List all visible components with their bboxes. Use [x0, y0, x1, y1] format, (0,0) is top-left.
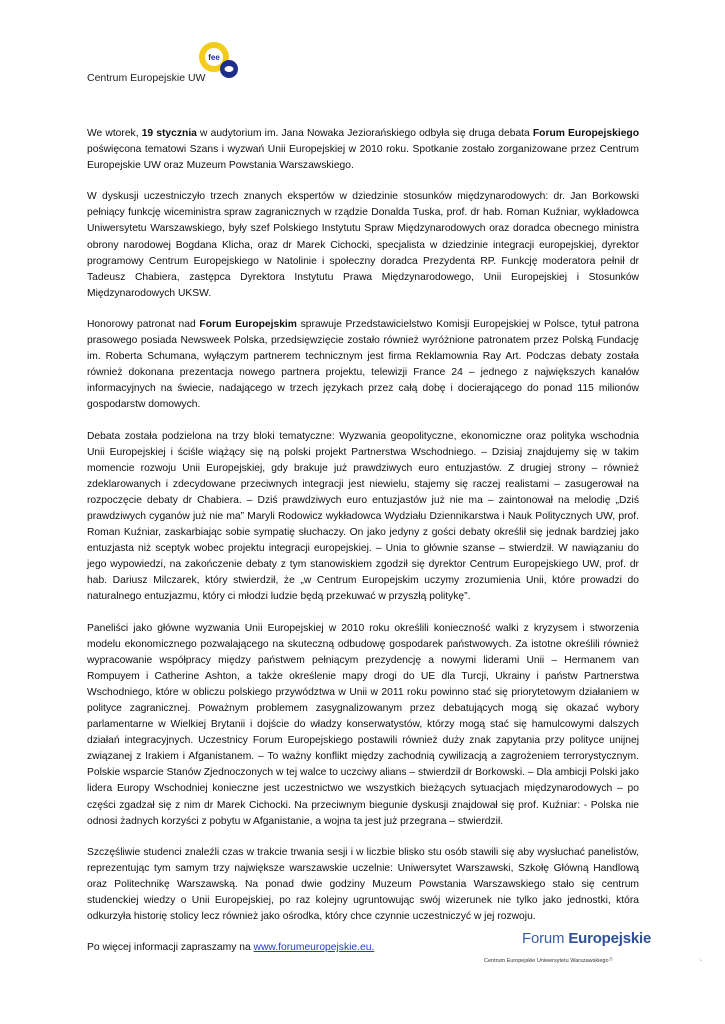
footer-org-name: Centrum Europejskie Uniwersytetu Warszawskiego: [484, 958, 609, 964]
registered-mark: ®: [609, 957, 613, 963]
article-body: [87, 126, 639, 971]
forum-name-patronage: Forum Europejskim: [199, 318, 297, 330]
logo-text: fee: [208, 53, 220, 62]
forum-name: Forum Europejskiego: [532, 128, 639, 139]
forum-website-link[interactable]: www.forumeuropejskie.eu.: [253, 942, 375, 954]
paragraph-intro: We wtorek, 19 stycznia w audytorium im. Jana Nowaka Jeziorańskiego odbyła się druga debata Forum Europejskiego poświęcona tematowi Szans i wyzwań Unii Europejskiej w 2010 roku. Spotkanie zostało zorganizowane przez Centrum Europejskie UW oraz Muzeum Powstania Warszawskiego.: [87, 128, 639, 172]
footer-dot: •: [700, 958, 702, 964]
paragraph-challenges: Paneliści jako główne wyzwania Unii Europejskiej w 2010 roku określili konieczność walki z kryzysem i stworzenia modelu ekonomicznego pozwalającego na skuteczną odbudowę gospodarek państwowych. Za istotne określili również wypracowanie współpracy między państwem pełniącym prezydencję a nowymi liderami Unii – Hermanem van Rompuyem i Catherine Ashton, a także określenie mapy drogi do UE dla Turcji, Ukrainy i państw Partnerstwa Wschodniego, które w obliczu polskiego przywództwa w Unii w 2011 roku powinno stać się priorytetowym działaniem w polityce zagranicznej. Poważnym problemem zasygnalizowanym przez debatujących mogą się okazać wybory parlamentarne w Wielkiej Brytanii i dojście do władzy konserwatystów, którzy mogą stać się hamulcowymi dalszych działań integracyjnych. Uczestnicy Forum Europejskiego postawili również duży znak zapytania przy polityce unijnej związanej z Irakiem i Afganistanem. – To ważny konflikt między zachodnią cywilizacją a zagrożeniem terrorystycznym. Polskie wsparcie Stanów Zjednoczonych w tej walce to uczciwy alians – stwierdził dr Borkowski. – Dla ambicji Polski jako lidera Europy Wschodniej konieczne jest uczestnictwo we wszystkich bieżących sytuacjach międzynarodowych – po części zgadzał się z nim dr Marek Cichocki. Na przeciwnym biegunie dyskusji znajdował się prof. Kuźniar: - Polska nie odnosi żadnych korzyści z pobytu w Afganistanie, a wojna ta jest już przegrana – stwierdził.: [87, 622, 639, 827]
paragraph-panelists: W dyskusji uczestniczyło trzech znanych ekspertów w dziedzinie stosunków międzynarodowych: dr. Jan Borkowski pełniący funkcję wiceministra spraw zagranicznych w rządzie Donalda Tuska, prof. dr hab. Roman Kuźniar, wykładowca Uniwersytetu Warszawskiego, były szef Polskiego Instytutu Spraw Międzynarodowych oraz doradca obecnego ministra obrony narodowej Bogdana Klicha, oraz dr Marek Cichocki, specjalista w dziedzinie integracji europejskiej, dyrektor programowy Centrum Europejskiego w Natolinie i społeczny doradca Prezydenta RP. Funkcję moderatora pełnił dr Tadeusz Chabiera, zastępca Dyrektora Instytutu Prawa Międzynarodowego, Unii Europejskiej i Stosunków Międzynarodowych UKSW.: [87, 191, 639, 299]
paragraph-patronage: Honorowy patronat nad Forum Europejskim sprawuje Przedstawicielstwo Komisji Europejskiej w Polsce, tytuł patrona prasowego posiada Newsweek Polska, przedsięwzięcie zostało również wyróżnione patronatem przez Polską Fundację im. Roberta Schumana, wyłączym partnerem technicznym jest firma Reklamownia Ray Art. Podczas debaty została również dokonana prezentacja nowego partnera projektu, telewizji France 24 – jednego z największych kanałów informacyjnych na świecie, nadającego w trzech językach przez całą dobę i docierającego do ponad 115 milionów gospodarstw domowych.: [87, 318, 639, 411]
paragraph-debate-blocks: Debata została podzielona na trzy bloki tematyczne: Wyzwania geopolityczne, ekonomiczne oraz polityka wschodnia Unii Europejskiej i ściśle wiążący się ną polski projekt Partnerstwa Wschodniego. – Dzisiaj znajdujemy się w takim momencie rozwoju Unii Europejskiej, gdy brakuje już prawdziwych euro entuzjastów. Z drugiej strony – również zdeklarowanych i zdecydowane przeciwnych integracji jest niewielu, stajemy się raczej realistami – zasugerował na rozpoczęcie debaty dr Chabiera. – Dziś prawdziwych euro entuzjastów już nie ma – zaintonował na melodię „Dziś prawdziwych cyganów już nie ma” Maryli Rodowicz wykładowca Wydziału Dziennikarstwa i Nauk Politycznych UW, prof. Roman Kuźniar, zaskarbiając sobie sympatię słuchaczy. On jako jedyny z gości debaty określił się jednak bardziej jako entuzjasta niż sceptyk wobec projektu integracji europejskiej. – Unia to głównie szanse – stwierdził. W nawiązaniu do jego wypowiedzi, na zakończenie debaty z tym stanowiskiem zgodził się dyrektor Centrum Europejskiego UW, prof. dr hab. Dariusz Milczarek, który stwierdził, że „w Centrum Europejskim uczymy zrozumienia Unii, które prowadzi do naturalnego entuzjazmu, który ci młodzi ludzie będą przekuwać w przyszłą politykę”.: [87, 430, 639, 603]
paragraph-students: Szczęśliwie studenci znaleźli czas w trakcie trwania sesji i w liczbie blisko stu osób stawili się aby wysłuchać panelistów, reprezentując tym samym trzy największe warszawskie uczelnie: Uniwersytet Warszawski, Szkołę Główną Handlową oraz Politechnikę Warszawską. Na ponad dwie godziny Muzeum Powstania Warszawskiego stało się centrum studenckiej wiedzy o Unii Europejskiej, po raz kolejny ugruntowując swój wizerunek nie tylko jako jednostki, która odkurzyła historię stolicy lecz również jako ośrodka, który chce czynnie uczestniczyć w jej rozwoju.: [87, 846, 639, 923]
event-date: 19 stycznia: [141, 128, 197, 139]
header-org-name: Centrum Europejskie UW: [87, 72, 206, 84]
paragraph-more-info: Po więcej informacji zapraszamy na www.forumeuropejskie.eu.: [87, 942, 375, 954]
forum-europejskie-logo: Forum Europejskie: [522, 930, 652, 947]
